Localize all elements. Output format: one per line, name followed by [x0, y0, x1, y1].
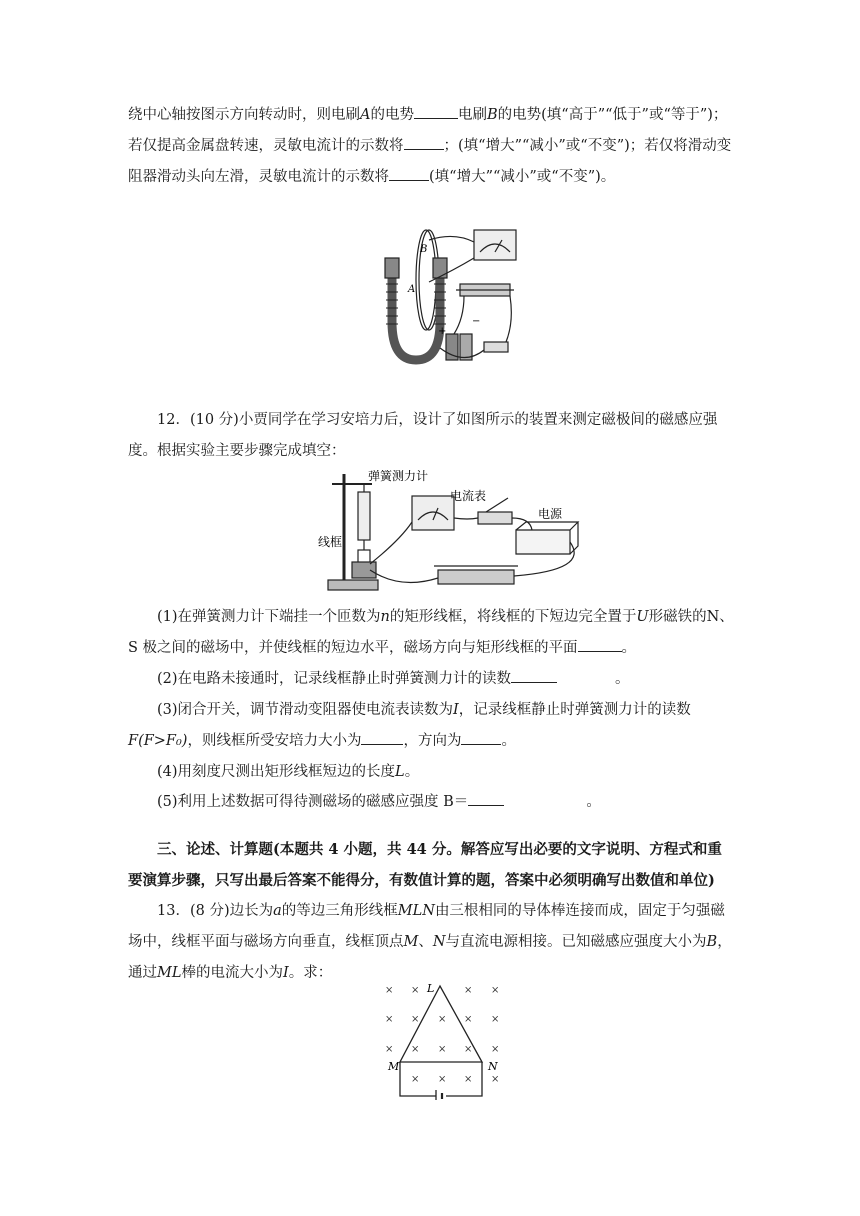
fig-label-plus: +: [438, 326, 447, 337]
fig-label-n: N: [488, 1060, 498, 1073]
svg-text:×: ×: [491, 985, 500, 996]
q11-text: 绕中心轴按图示方向转动时，则电刷: [128, 107, 360, 123]
q13-text: 、: [418, 934, 433, 950]
var-i: I: [282, 965, 289, 981]
answer-blank[interactable]: [461, 729, 501, 745]
svg-text:×: ×: [464, 985, 473, 996]
svg-text:×: ×: [411, 985, 420, 996]
q12-step1: [128, 602, 736, 664]
q12-step3: [128, 695, 736, 757]
q13-text: 棒的电流大小为: [181, 965, 283, 981]
q13-figure: [378, 978, 518, 1100]
svg-text:×: ×: [438, 1044, 447, 1055]
brush-b-label: B: [486, 107, 498, 123]
q11-text: (填“增大”“减小”或“不变”)。: [429, 169, 616, 185]
fig-label-power: 电源: [538, 507, 563, 521]
q11-paragraph: [128, 100, 736, 193]
step-text: (1)在弹簧测力计下端挂一个匝数为: [157, 609, 381, 625]
q13-text: 的等边三角形线框: [281, 903, 398, 919]
answer-blank[interactable]: [414, 103, 458, 119]
q11-text: 电刷: [457, 107, 487, 123]
brush-a-label: A: [360, 107, 371, 123]
svg-text:×: ×: [385, 1044, 394, 1055]
q13-text: 。求：: [288, 965, 333, 981]
step-text: (2)在电路未接通时，记录线框静止时弹簧测力计的读数: [157, 671, 512, 687]
svg-text:×: ×: [385, 1014, 394, 1025]
var-m: M: [403, 934, 419, 950]
answer-blank[interactable]: [404, 134, 444, 150]
svg-text:×: ×: [491, 1044, 500, 1055]
step-text: (4)用刻度尺测出矩形线框短边的长度: [157, 764, 396, 780]
var-mln: MLN: [397, 903, 435, 919]
step-text: (3)闭合开关，调节滑动变阻器使电流表读数为: [157, 702, 454, 718]
fig-label-coil: 线框: [318, 535, 343, 549]
q13-text: 由三根相同的导体棒连接而成，固定于匀强磁场中，线框平面与磁场方向垂直，线框顶点: [128, 903, 725, 950]
svg-text:×: ×: [491, 1014, 500, 1025]
step-text: (5)利用上述数据可得待测磁场的磁感应强度 B＝: [157, 794, 469, 810]
svg-text:×: ×: [491, 1074, 500, 1085]
condition: (F>F₀): [138, 733, 188, 749]
fig-label-a: A: [408, 284, 416, 295]
q12-intro: 12．(10 分)小贾同学在学习安培力后，设计了如图所示的装置来测定磁极间的磁感应强度。根据实验主要步骤完成填空：: [128, 412, 718, 459]
var-i: I: [453, 702, 459, 718]
svg-text:×: ×: [411, 1014, 420, 1025]
fig-label-m: M: [388, 1060, 400, 1073]
q13-text: 13．(8 分)边长为: [157, 903, 274, 919]
answer-blank[interactable]: [578, 636, 622, 652]
step-text: 形磁铁的N、S 极之间的磁场中，并使线框的短边水平，磁场方向与矩形线框的平面: [128, 609, 734, 656]
q12-step4: [128, 757, 736, 788]
fig-label-minus: −: [472, 316, 481, 327]
svg-text:×: ×: [438, 1074, 447, 1085]
answer-blank[interactable]: [511, 667, 557, 683]
fig-label-ammeter: 电流表: [450, 489, 487, 503]
step-text: 的矩形线框，将线框的下短边完全置于: [389, 609, 637, 625]
step-text: 。: [621, 640, 637, 656]
var-n: N: [432, 934, 446, 950]
svg-text:×: ×: [411, 1074, 420, 1085]
var-l: L: [395, 764, 405, 780]
q11-text: 的电势(填“高于”“低于”或“等于”)；若仅提高金属盘转速，灵敏电流计的示数将: [128, 107, 728, 154]
answer-blank[interactable]: [468, 790, 504, 806]
svg-text:×: ×: [464, 1014, 473, 1025]
q13-paragraph: [128, 896, 736, 989]
q12-step2: [128, 664, 736, 695]
var-ml: ML: [157, 965, 182, 981]
svg-text:×: ×: [464, 1074, 473, 1085]
var-u: U: [636, 609, 649, 625]
step-text: 。: [586, 794, 601, 810]
answer-blank[interactable]: [389, 165, 429, 181]
step-text: 。: [501, 733, 516, 749]
var-n: n: [380, 609, 390, 625]
q13-text: 与直流电源相接。已知磁感应强度大小为: [445, 934, 707, 950]
q11-text: ；(填“增大”“减小”或“不变”)；若仅将滑动变阻器滑动头向左滑，灵敏电流计的示数将: [128, 138, 732, 185]
section-heading: 三、论述、计算题(本题共 4 小题，共 44 分。解答应写出必要的文字说明、方程式和重要演算步骤，只写出最后答案不能得分，有数值计算的题，答案中必须明确写出数值和单位): [128, 841, 722, 889]
q11-figure: [374, 222, 524, 368]
step-text: ，方向为: [403, 733, 462, 749]
svg-text:×: ×: [464, 1044, 473, 1055]
step-text: ，记录线框静止时弹簧测力计的读数: [458, 702, 691, 718]
step-text: 。: [404, 764, 420, 780]
svg-text:×: ×: [411, 1044, 420, 1055]
q11-text: 的电势: [370, 107, 414, 123]
var-b: B: [706, 934, 718, 950]
fig-label-l: L: [427, 982, 435, 995]
svg-text:×: ×: [385, 985, 394, 996]
step-text: 。: [615, 671, 630, 687]
q12-figure: [300, 470, 580, 600]
var-a: a: [273, 903, 282, 919]
answer-blank[interactable]: [361, 729, 403, 745]
q12-step5: [128, 787, 736, 818]
q13-text: ，通过: [128, 934, 732, 981]
svg-text:×: ×: [438, 1014, 447, 1025]
var-f: F: [128, 733, 139, 749]
fig-label-spring-scale: 弹簧测力计: [368, 470, 429, 483]
fig-label-b: B: [420, 244, 428, 255]
step-text: ，则线框所受安培力大小为: [187, 733, 362, 749]
